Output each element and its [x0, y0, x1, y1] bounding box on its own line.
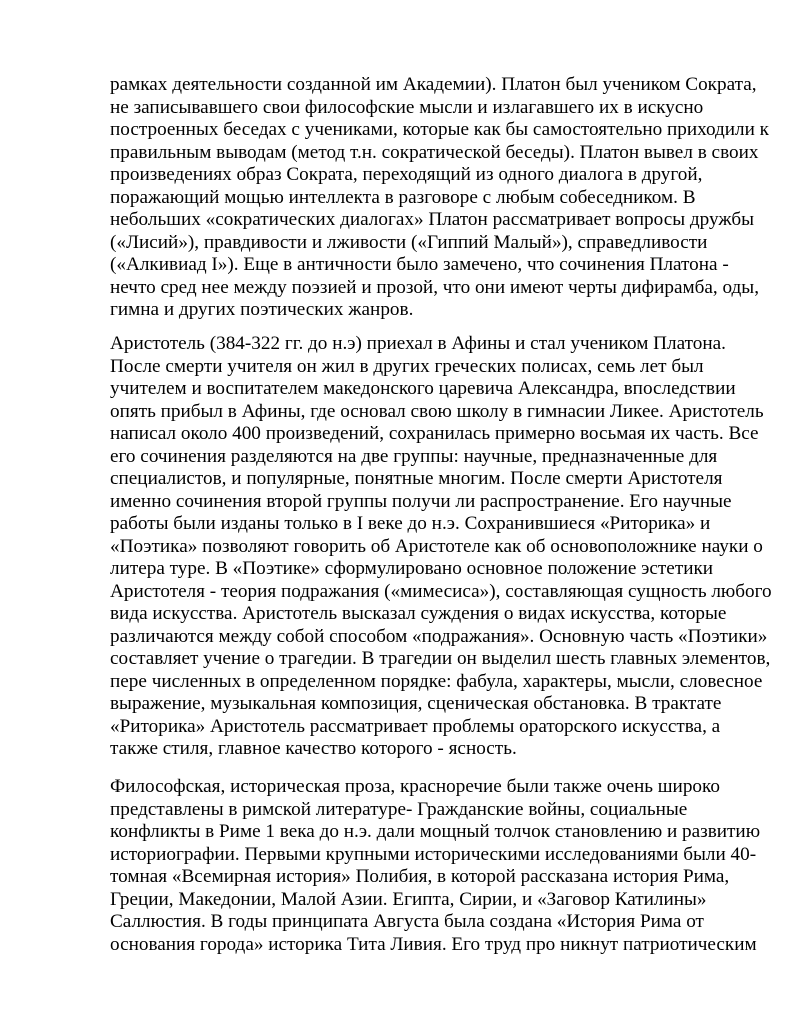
- text-line: Философская, историческая проза, красноречие были также очень широко: [110, 776, 720, 797]
- text-line: работы были изданы только в I веке до н.э. Сохранившиеся «Риторика» и: [110, 513, 711, 534]
- text-line: пере численных в определенном порядке: фабула, характеры, мысли, словесное: [110, 670, 763, 692]
- paragraph-roman-prose: [110, 776, 761, 956]
- text-line: Греции, Македонии, Малой Азии. Египта, Сирии, и «Заговор Катилины»: [110, 888, 707, 910]
- text-line: рамках деятельности созданной им Академии). Платон был учеником Сократа,: [110, 74, 757, 95]
- text-line: После смерти учителя он жил в других греческих полисах, семь лет был: [110, 355, 704, 377]
- paragraph-plato: [110, 74, 770, 322]
- text-line: Аристотель (384-322 гг. до н.э) приехал в Афины и стал учеником Платона.: [110, 333, 726, 354]
- text-line: его сочинения разделяются на две группы: научные, предназначенные для: [110, 445, 718, 467]
- text-line: нечто сред нее между поэзией и прозой, что они имеют черты дифирамба, оды,: [110, 276, 760, 298]
- text-line: историографии. Первыми крупными историческими исследованиями были 40-: [110, 843, 757, 865]
- text-line: написал около 400 произведений, сохранилась примерно восьмая их часть. Все: [110, 423, 759, 444]
- text-line: Аристотеля - теория подражания («мимесиса»), составляющая сущность любого: [110, 580, 772, 602]
- text-line: литера туре. В «Поэтике» сформулировано основное положение эстетики: [110, 558, 714, 579]
- text-line: небольших «сократических диалогах» Платон рассматривает вопросы дружбы: [110, 209, 755, 230]
- text-line: произведениях образ Сократа, переходящий из одного диалога в другой,: [110, 164, 703, 185]
- text-line: построенных беседах с учениками, которые как бы самостоятельно приходили к: [110, 119, 770, 140]
- text-line: составляет учение о трагедии. В трагедии он выделил шесть главных элементов,: [110, 648, 771, 669]
- text-line: выражение, музыкальная композиция, сценическая обстановка. В трактате: [110, 693, 722, 714]
- text-line: также стиля, главное качество которого - ясность.: [110, 738, 517, 759]
- text-line: специалистов, и популярные, понятные многим. После смерти Аристотеля: [110, 468, 723, 489]
- text-line: не записывавшего свои философские мысли и излагавшего их в искусно: [110, 96, 704, 118]
- text-line: правильным выводам (метод т.н. сократической беседы). Платон вывел в своих: [110, 141, 759, 163]
- text-line: конфликты в Риме 1 века до н.э. дали мощный толчок становлению и развитию: [110, 821, 761, 842]
- text-line: основания города» историка Тита Ливия. Его труд про никнут патриотическим: [110, 933, 757, 955]
- text-line: опять прибыл в Афины, где основал свою школу в гимнасии Ликее. Аристотель: [110, 400, 764, 422]
- text-line: «Поэтика» позволяют говорить об Аристотеле как об основоположнике науки о: [110, 535, 763, 557]
- text-line: именно сочинения второй группы получи ли распространение. Его научные: [110, 490, 732, 512]
- text-line: вида искусства. Аристотель высказал суждения о видах искусства, которые: [110, 603, 727, 624]
- text-line: различаются между собой способом «подражания». Основную часть «Поэтики»: [110, 625, 768, 647]
- text-line: поражающий мощью интеллекта в разговоре с любым собеседником. В: [110, 186, 696, 208]
- text-line: учителем и воспитателем македонского царевича Александра, впоследствии: [110, 378, 736, 399]
- text-line: («Лисий»), правдивости и лживости («Гиппий Малый»), справедливости: [110, 231, 708, 253]
- text-line: «Риторика» Аристотель рассматривает проблемы ораторского искусства, а: [110, 715, 721, 737]
- text-line: гимна и других поэтических жанров.: [110, 299, 414, 320]
- text-line: («Алкивиад I»). Еще в античности было замечено, что сочинения Платона -: [110, 254, 729, 275]
- text-line: представлены в римской литературе- Гражданские войны, социальные: [110, 798, 688, 820]
- text-line: томная «Всемирная история» Полибия, в которой рассказана история Рима,: [110, 866, 730, 887]
- text-line: Саллюстия. В годы принципата Августа была создана «История Рима от: [110, 911, 704, 932]
- paragraph-aristotle: [110, 333, 772, 761]
